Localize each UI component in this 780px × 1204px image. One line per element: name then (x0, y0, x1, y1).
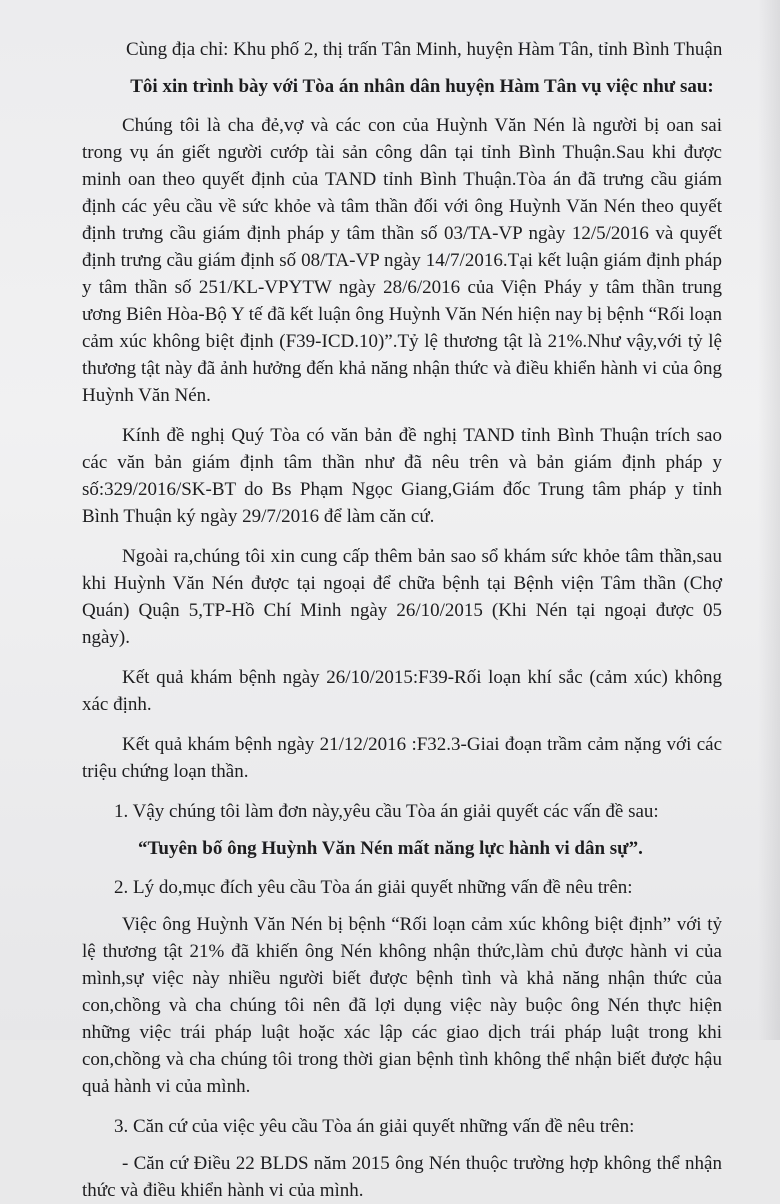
address-line: Cùng địa chỉ: Khu phố 2, thị trấn Tân Minh, huyện Hàm Tân, tỉnh Bình Thuận (126, 39, 723, 60)
paragraph-background: Chúng tôi là cha đẻ,vợ và các con của Huỳnh Văn Nén là người bị oan sai trong vụ án giết người cướp tài sản công dân tại tỉnh Bình Thuận.Sau khi được minh oan theo quyết định của TAND tỉnh Bình Thuận.Tòa án đã trưng cầu giám định các yêu cầu về sức khỏe và tâm thần đối với ông Huỳnh Văn Nén theo quyết định trưng cầu giám định pháp y tâm thần số 03/TA-VP ngày 12/5/2016 và quyết định trưng cầu giám định số 08/TA-VP ngày 14/7/2016.Tại kết luận giám định pháp y tâm thần số 251/KL-VPYTW ngày 28/6/2016 của Viện Pháy y tâm thần trung ương Biên Hòa-Bộ Y tế đã kết luận ông Huỳnh Văn Nén hiện nay bị bệnh “Rối loạn cảm xúc không biệt định (F39-ICD.10)”.Tỷ lệ thương tật là 21%.Như vậy,với tỷ lệ thương tật này đã ảnh hưởng đến khả năng nhận thức và điều khiển hành vi của ông Huỳnh Văn Nén. (82, 115, 722, 406)
request-quote: “Tuyên bố ông Huỳnh Văn Nén mất năng lực hành vi dân sự”. (138, 838, 643, 859)
paragraph-health-records: Ngoài ra,chúng tôi xin cung cấp thêm bản sao sổ khám sức khỏe tâm thần,sau khi Huỳnh Văn Nén được tại ngoại để chữa bệnh tại Bệnh viện Tâm thần (Chợ Quán) Quận 5,TP-Hồ Chí Minh ngày 26/10/2015 (Khi Nén tại ngoại được 05 ngày). (82, 546, 722, 648)
paragraph-reasons: Việc ông Huỳnh Văn Nén bị bệnh “Rối loạn cảm xúc không biệt định” với tỷ lệ thương tật 21% đã khiến ông Nén không nhận thức,làm chủ được hành vi của mình,sự việc này nhiều người biết được bệnh tình và khả năng nhận thức của con,chồng và cha chúng tôi nên đã lợi dụng việc này buộc ông Nén thực hiện những việc trái pháp luật hoặc xác lập các giao dịch trái pháp luật trong khi con,chồng và cha chúng tôi trong thời gian bệnh tình không thể nhận biết được hậu quả hành vi của mình. (82, 914, 722, 1097)
numbered-item-3: 3. Căn cứ của việc yêu cầu Tòa án giải quyết những vấn đề nêu trên: (114, 1116, 635, 1137)
paragraph-request-copies: Kính đề nghị Quý Tòa có văn bản đề nghị TAND tỉnh Bình Thuận trích sao các văn bản giám định tâm thần như đã nêu trên và bản giám định pháp y số:329/2016/SK-BT do Bs Phạm Ngọc Giang,Giám đốc Trung tâm pháp y tỉnh Bình Thuận ký ngày 29/7/2016 để làm căn cứ. (82, 425, 722, 527)
paragraph-exam-2016: Kết quả khám bệnh ngày 21/12/2016 :F32.3-Giai đoạn trầm cảm nặng với các triệu chứng loạn thần. (82, 734, 722, 782)
document-heading: Tôi xin trình bày với Tòa án nhân dân huyện Hàm Tân vụ việc như sau: (130, 76, 714, 97)
paragraph-exam-2015: Kết quả khám bệnh ngày 26/10/2015:F39-Rối loạn khí sắc (cảm xúc) không xác định. (82, 667, 722, 715)
numbered-item-2: 2. Lý do,mục đích yêu cầu Tòa án giải quyết những vấn đề nêu trên: (114, 877, 633, 898)
paragraph-legal-basis: - Căn cứ Điều 22 BLDS năm 2015 ông Nén thuộc trường hợp không thể nhận thức và điều khiển hành vi của mình. (82, 1153, 722, 1201)
page-edge-shadow (758, 0, 780, 1040)
numbered-item-1: 1. Vậy chúng tôi làm đơn này,yêu cầu Tòa án giải quyết các vấn đề sau: (114, 801, 659, 822)
